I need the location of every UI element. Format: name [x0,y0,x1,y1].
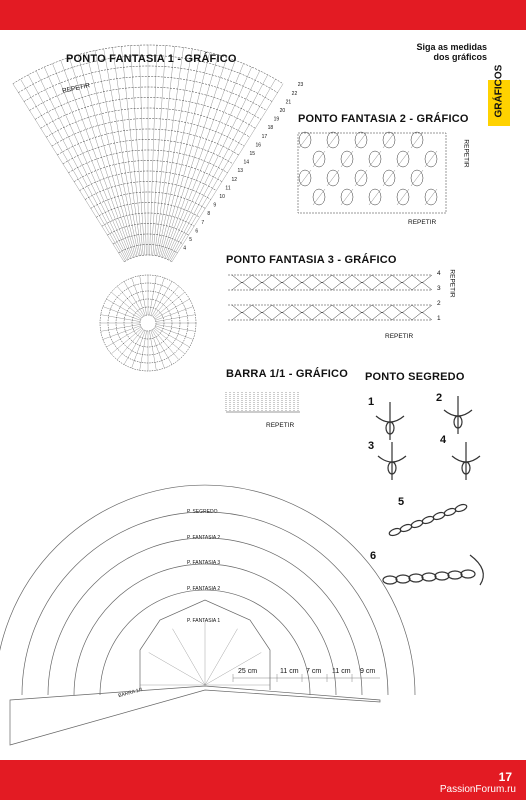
fan-row-number: 15 [249,151,256,158]
chart3-row-2: 2 [437,300,441,307]
segredo-step-4: 4 [440,434,447,446]
measure-11b: 11 cm [332,668,351,675]
fan-row-number: 6 [195,228,199,235]
fan-row-number: 13 [237,168,244,175]
chart1-repeat: REPETIR [61,82,91,95]
band-label-3: P. FANTASIA 3 [187,560,221,566]
segredo-step-6: 6 [370,550,377,562]
chart3-repeat: REPETIR [385,333,414,340]
segredo-step-5: 5 [398,496,405,508]
band-label-2: P. FANTASIA 2 [187,535,221,541]
fan-row-number: 23 [297,82,304,89]
fantasia1-fan-chart [13,45,283,262]
fantasia1-row-numbers [183,82,303,251]
chart3-row-4: 4 [437,270,441,277]
fan-row-number: 22 [291,90,298,97]
fan-row-number: 10 [219,194,225,201]
fan-row-number: 7 [201,219,205,226]
fantasia2-grid [298,132,446,213]
fantasia3-grid [228,275,432,320]
fan-row-number: 9 [213,202,217,209]
fan-row-number: 19 [273,116,280,123]
fantasia1-circle-chart [100,275,196,371]
chart2-repeat-side: REPETIR [462,139,470,168]
band-label-5: P. FANTASIA 1 [187,618,221,624]
fan-row-number: 17 [261,133,268,140]
segredo-step-1: 1 [368,396,375,408]
barra-repeat: REPETIR [266,422,295,429]
barra-grid [226,392,300,412]
chart3-row-1: 1 [437,315,441,322]
corner-note: Siga as medidas dos gráficos [416,42,487,62]
fan-row-number: 18 [267,125,274,132]
fan-row-number: 4 [183,245,187,252]
fan-row-number: 14 [243,159,250,166]
measure-25: 25 cm [238,668,258,675]
chart2-title: PONTO FANTASIA 2 - GRÁFICO [298,113,469,125]
chart3-title: PONTO FANTASIA 3 - GRÁFICO [226,254,397,266]
fan-row-number: 5 [189,237,193,244]
band-label-4: P. FANTASIA 2 [187,586,221,592]
chart2-repeat: REPETIR [408,219,437,226]
segredo-step-2: 2 [436,392,443,404]
shawl-diagram [0,485,415,745]
measure-9: 9 cm [360,668,376,675]
chart1-title: PONTO FANTASIA 1 - GRÁFICO [66,53,237,65]
fan-row-number: 11 [225,185,231,192]
segredo-step-3: 3 [368,440,375,452]
fan-row-number: 20 [279,108,286,115]
segredo-title: PONTO SEGREDO [365,371,465,383]
fan-row-number: 21 [285,99,292,106]
fan-row-number: 12 [231,176,238,183]
site-label: PassionForum.ru [439,784,516,795]
section-tab-label: GRÁFICOS [493,64,505,118]
chart3-repeat-side: REPETIR [448,269,456,298]
fan-row-number: 8 [207,211,211,218]
page-number: 17 [498,770,512,784]
barra-band-label: BARRA 1/1 [117,686,144,700]
segredo-drawings [376,396,483,585]
measure-11a: 11 cm [280,668,299,675]
band-label-1: P. SEGREDO [187,509,218,515]
chart3-row-3: 3 [437,285,441,292]
fan-row-number: 16 [255,142,262,149]
barra-title: BARRA 1/1 - GRÁFICO [226,368,348,380]
measure-7: 7 cm [306,668,322,675]
